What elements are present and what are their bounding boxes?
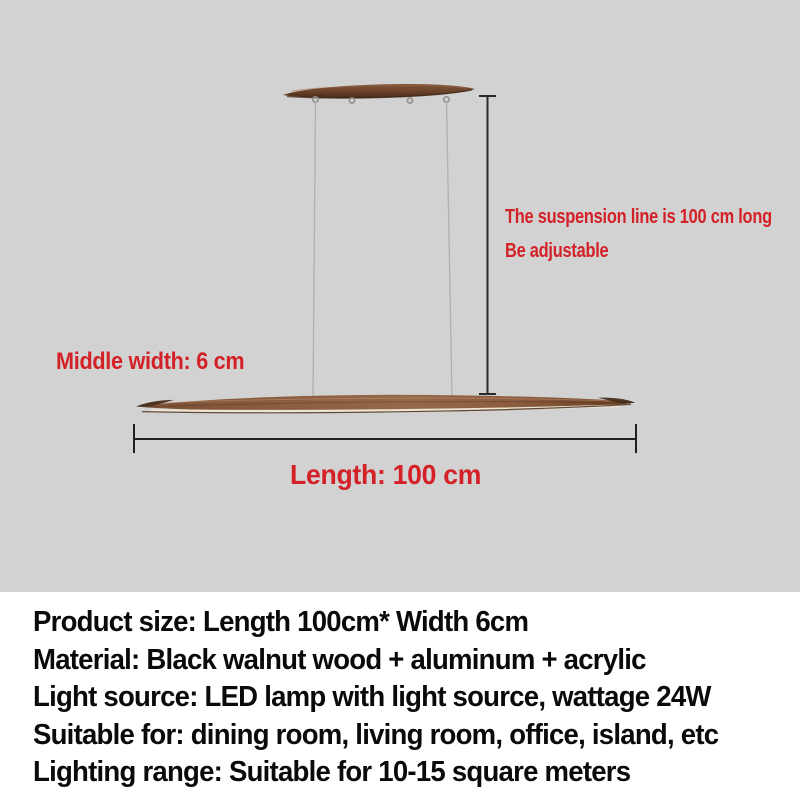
- linear-wood-lamp-bar: [136, 395, 635, 413]
- product-specs: [33, 604, 793, 792]
- spec-line-lighting-range: [33, 754, 793, 792]
- spec-line-product-size: [33, 604, 793, 642]
- spec-line-material: [33, 642, 793, 680]
- suspension-length-label: [505, 206, 800, 228]
- length-label: [134, 460, 637, 491]
- suspension-wires: [313, 101, 452, 398]
- suspension-length-text: The suspension line is 100 cm long: [505, 206, 772, 228]
- length-text: Length: 100 cm: [289, 459, 482, 490]
- length-measure-line: [134, 424, 636, 453]
- middle-width-label: [56, 349, 265, 375]
- spec-line-text: Lighting range: Suitable for 10-15 square meters: [33, 756, 631, 788]
- suspension-adjustable-text: Be adjustable: [505, 240, 609, 262]
- spec-line-text: Light source: LED lamp with light source, wattage 24W: [33, 681, 711, 713]
- suspension-adjustable-label: [505, 240, 631, 262]
- spec-line-text: Product size: Length 100cm* Width 6cm: [33, 606, 529, 638]
- spec-line-light-source: [33, 679, 793, 717]
- suspension-measure-line: [479, 96, 496, 394]
- ceiling-canopy-bar: [283, 84, 475, 98]
- spec-line-text: Suitable for: dining room, living room, office, island, etc: [33, 718, 719, 751]
- spec-line-suitable-for: [33, 717, 793, 755]
- middle-width-text: Middle width: 6 cm: [56, 348, 245, 375]
- spec-line-text: Material: Black walnut wood + aluminum + acrylic: [33, 643, 646, 676]
